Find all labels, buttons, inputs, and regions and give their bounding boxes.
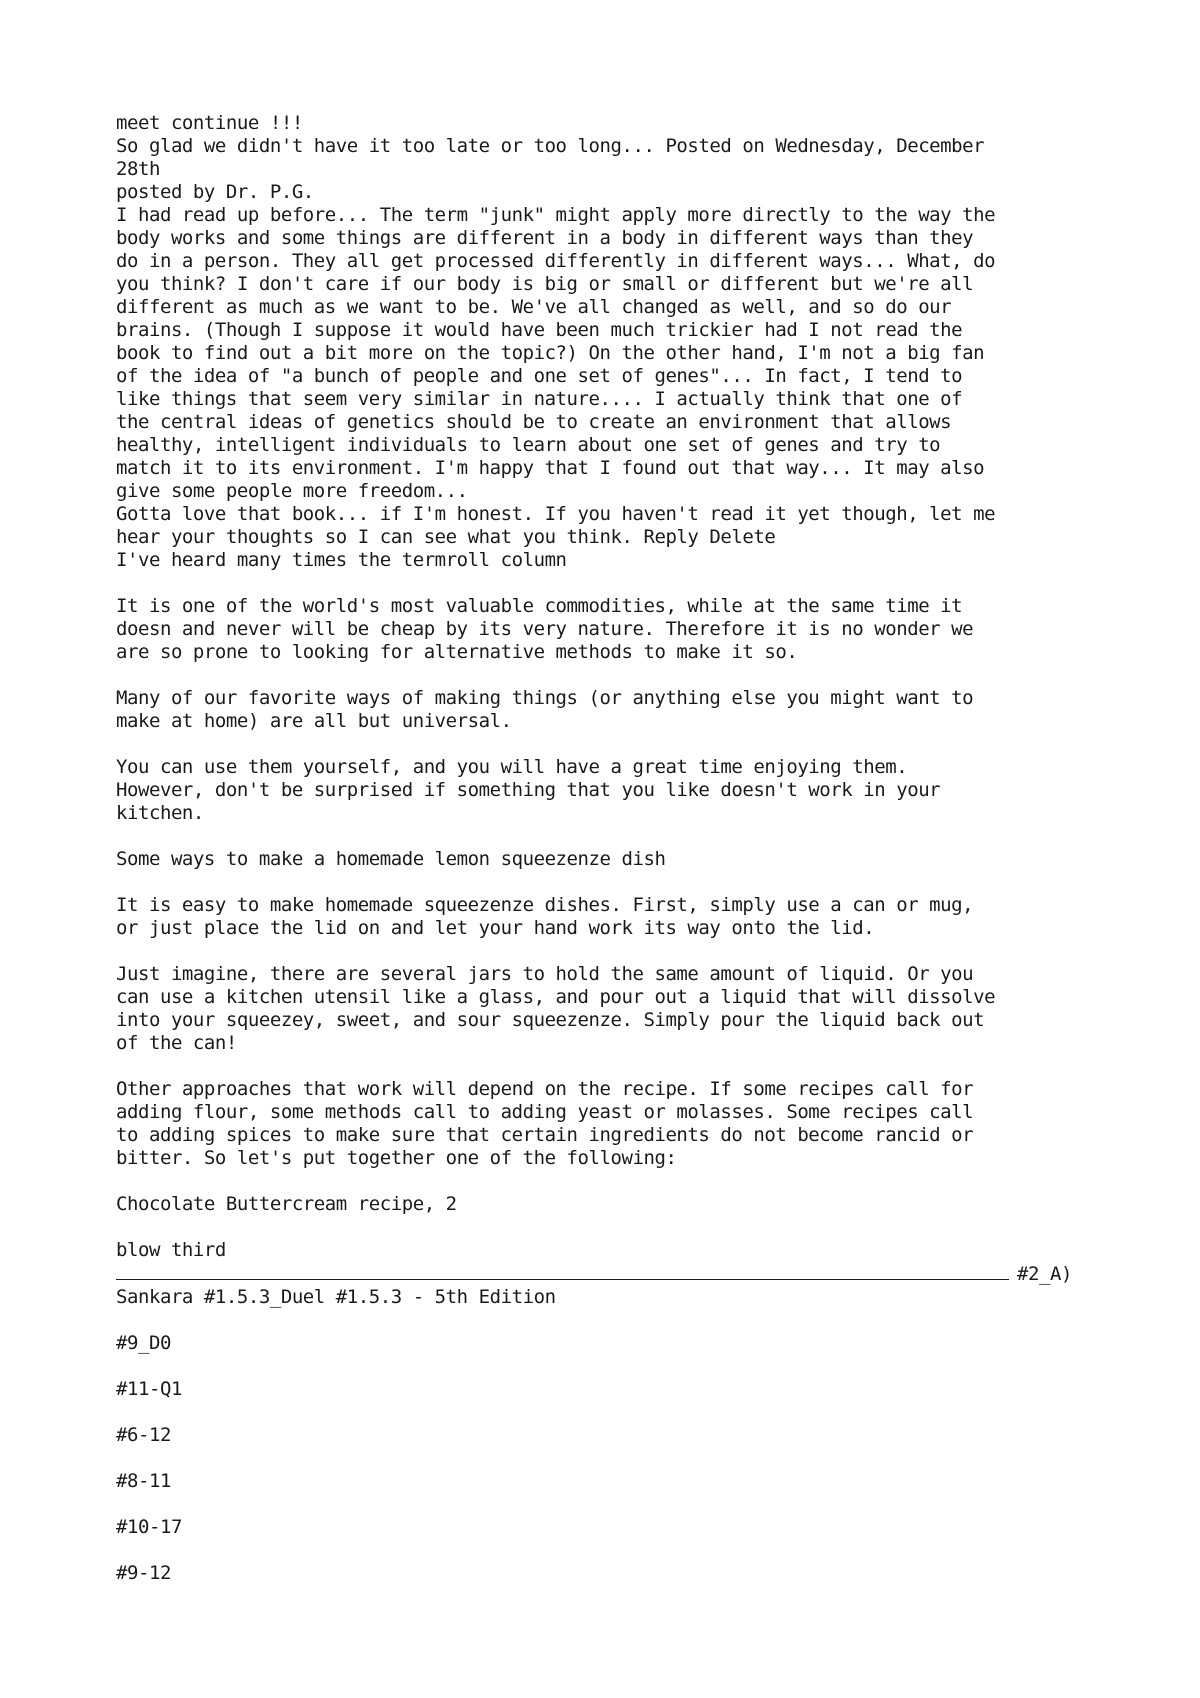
- rule-suffix: #2_A): [1017, 1263, 1072, 1285]
- blank-line: [116, 664, 1176, 687]
- text-line: Just imagine, there are several jars to hold the same amount of liquid. Or you: [116, 963, 974, 985]
- blank-line: [116, 1055, 1176, 1078]
- text-line: bitter. So let's put together one of the following:: [116, 1147, 677, 1169]
- blank-line: [116, 1355, 1176, 1378]
- text-line: to adding spices to make sure that certain ingredients do not become rancid or: [116, 1124, 974, 1146]
- blank-line: [116, 825, 1176, 848]
- text-line: Sankara #1.5.3_Duel #1.5.3 - 5th Edition: [116, 1286, 556, 1308]
- underscore-rule: [116, 1262, 1009, 1280]
- blank-line: [116, 1493, 1176, 1516]
- text-line: #9_D0: [116, 1332, 171, 1354]
- document-body: [116, 112, 1176, 1585]
- text-line: Some ways to make a homemade lemon squeezenze dish: [116, 848, 666, 870]
- blank-line: [116, 733, 1176, 756]
- text-line: do in a person. They all get processed differently in different ways... What, do: [116, 250, 996, 272]
- blank-line: [116, 1447, 1176, 1470]
- blank-line: [116, 1539, 1176, 1562]
- text-line: you think? I don't care if our body is big or small or different but we're all: [116, 273, 974, 295]
- edition-list: [116, 1286, 1176, 1585]
- text-line: match it to its environment. I'm happy that I found out that way... It may also: [116, 457, 985, 479]
- blank-line: [116, 871, 1176, 894]
- text-line: meet continue !!!: [116, 112, 303, 134]
- blank-line: [116, 1309, 1176, 1332]
- text-line: However, don't be surprised if something that you like doesn't work in your: [116, 779, 941, 801]
- text-line: body works and some things are different in a body in different ways than they: [116, 227, 974, 249]
- text-line: #10-17: [116, 1516, 182, 1538]
- text-line: It is one of the world's most valuable commodities, while at the same time it: [116, 595, 963, 617]
- blank-line: [116, 1170, 1176, 1193]
- separator-line: [116, 1262, 1176, 1286]
- text-line: into your squeezey, sweet, and sour squeezenze. Simply pour the liquid back out: [116, 1009, 985, 1031]
- text-line: brains. (Though I suppose it would have been much trickier had I not read the: [116, 319, 963, 341]
- text-line: like things that seem very similar in nature.... I actually think that one of: [116, 388, 963, 410]
- text-line: #8-11: [116, 1470, 171, 1492]
- text-line: or just place the lid on and let your hand work its way onto the lid.: [116, 917, 875, 939]
- text-line: Chocolate Buttercream recipe, 2: [116, 1193, 457, 1215]
- text-line: #6-12: [116, 1424, 171, 1446]
- text-line: #11-Q1: [116, 1378, 182, 1400]
- text-line: can use a kitchen utensil like a glass, and pour out a liquid that will dissolve: [116, 986, 996, 1008]
- blank-line: [116, 1216, 1176, 1239]
- blank-line: [116, 940, 1176, 963]
- text-line: of the idea of "a bunch of people and one set of genes"... In fact, I tend to: [116, 365, 963, 387]
- text-line: kitchen.: [116, 802, 204, 824]
- text-line: You can use them yourself, and you will have a great time enjoying them.: [116, 756, 908, 778]
- text-line: doesn and never will be cheap by its very nature. Therefore it is no wonder we: [116, 618, 974, 640]
- text-line: I've heard many times the termroll column: [116, 549, 567, 571]
- text-line: make at home) are all but universal.: [116, 710, 512, 732]
- text-line: different as much as we want to be. We've all changed as well, and so do our: [116, 296, 952, 318]
- text-line: book to find out a bit more on the topic?) On the other hand, I'm not a big fan: [116, 342, 985, 364]
- text-line: It is easy to make homemade squeezenze dishes. First, simply use a can or mug,: [116, 894, 974, 916]
- text-line: I had read up before... The term "junk" might apply more directly to the way the: [116, 204, 996, 226]
- text-line: blow third: [116, 1239, 226, 1261]
- text-line: Many of our favorite ways of making things (or anything else you might want to: [116, 687, 974, 709]
- text-line: Gotta love that book... if I'm honest. If you haven't read it yet though, let me: [116, 503, 996, 525]
- text-line: adding flour, some methods call to adding yeast or molasses. Some recipes call: [116, 1101, 974, 1123]
- text-line: 28th: [116, 158, 160, 180]
- text-line: hear your thoughts so I can see what you think. Reply Delete: [116, 526, 776, 548]
- text-line: Other approaches that work will depend on the recipe. If some recipes call for: [116, 1078, 974, 1100]
- text-line: healthy, intelligent individuals to learn about one set of genes and try to: [116, 434, 941, 456]
- text-line: of the can!: [116, 1032, 237, 1054]
- text-line: So glad we didn't have it too late or too long... Posted on Wednesday, December: [116, 135, 985, 157]
- text-line: are so prone to looking for alternative methods to make it so.: [116, 641, 798, 663]
- text-line: posted by Dr. P.G.: [116, 181, 314, 203]
- text-line: the central ideas of genetics should be to create an environment that allows: [116, 411, 952, 433]
- document-text: [116, 112, 1176, 1262]
- blank-line: [116, 572, 1176, 595]
- text-line: give some people more freedom...: [116, 480, 468, 502]
- blank-line: [116, 1401, 1176, 1424]
- text-line: #9-12: [116, 1562, 171, 1584]
